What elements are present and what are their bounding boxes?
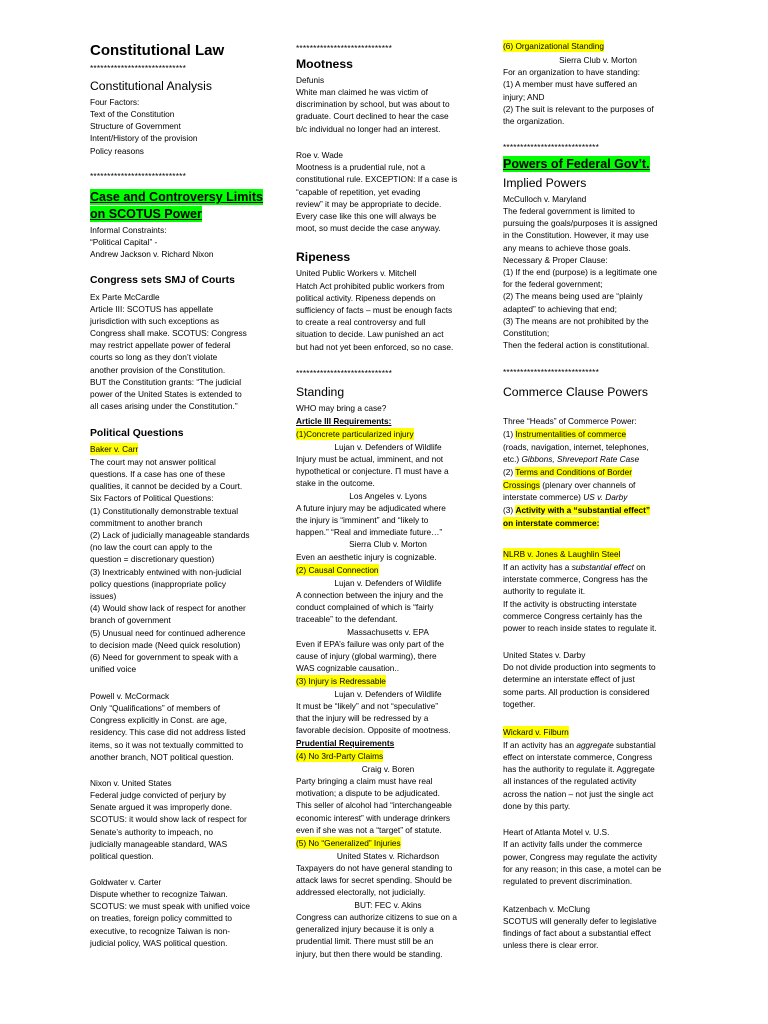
text-span: If an activity has a (503, 562, 572, 572)
text-line: attack laws for secret spending. Should be (296, 875, 452, 885)
text-line: constitutional rule. EXCEPTION: If a case is (296, 174, 458, 184)
text-line: in the Constitution. However, it may use (503, 230, 649, 240)
text-line: has the authority to regulate it. Aggregate (503, 764, 655, 774)
text-line: Constitution; (503, 328, 550, 338)
text-line: any means to achieve those goals. (503, 243, 631, 253)
text-line: Every case like this one will always be (296, 211, 437, 221)
text-line: another provision of the Constitution. (90, 365, 226, 375)
text-line: Katzenbach v. McClung (503, 904, 591, 914)
text-line: (6) Need for government to speak with a (90, 652, 239, 662)
requirement-3: (3) Injury is Redressable (296, 676, 386, 686)
requirement-6: (6) Organizational Standing (503, 41, 605, 51)
text-span: on (633, 562, 646, 572)
text-span: If an activity has an (503, 740, 577, 750)
nlrb-line-1 (503, 561, 646, 573)
emphasis: aggregate (576, 740, 614, 750)
text-line: Injury must be actual, imminent, and not (296, 454, 444, 464)
divider: **************************** (503, 367, 600, 377)
case-name: Massachusetts v. EPA (347, 627, 429, 637)
text-line: issues) (90, 591, 117, 601)
requirement-2: (2) Causal Connection (296, 565, 379, 575)
text-line: Then the federal action is constitutional. (503, 340, 650, 350)
case-name: United States v. Richardson (336, 851, 440, 861)
heading-smj: Congress sets SMJ of Courts (90, 275, 235, 286)
text-line: If the activity is obstructing interstate (503, 599, 637, 609)
text-line: for any reason; in this case, a motel can be (503, 864, 662, 874)
text-line: jurisdiction with such exceptions as (90, 316, 220, 326)
text-line: questions. If a case has one of these (90, 469, 226, 479)
text-line: done by this party. (503, 801, 571, 811)
text-line: SCOTUS: we must speak with unified voice (90, 901, 251, 911)
head-1 (503, 428, 626, 440)
text-line: Roe v. Wade (296, 150, 344, 160)
text-line: Do not divide production into segments to (503, 662, 656, 672)
text-line: Senate argued it was improperly done. (90, 802, 233, 812)
case-nlrb: NLRB v. Jones & Laughlin Steel (503, 549, 621, 559)
analysis-line: Four Factors: (90, 97, 140, 107)
text-span: etc.) (503, 454, 522, 464)
text-line: WHO may bring a case? (296, 403, 387, 413)
divider: **************************** (90, 171, 187, 181)
text-line: (2) Lack of judicially manageable standards (90, 530, 250, 540)
text-line: hypothetical or conjecture. Π must have a (296, 466, 449, 476)
text-line: the organization. (503, 116, 565, 126)
text-line: White man claimed he was victim of (296, 87, 428, 97)
text-line: all instances of the regulated activity (503, 776, 637, 786)
text-line: political question. (90, 851, 154, 861)
text-line: determine an interstate effect of just (503, 674, 635, 684)
text-line: (5) Unusual need for continued adherence (90, 628, 246, 638)
text-line: This seller of alcohol had “interchangeable (296, 800, 452, 810)
text-line: Defunis (296, 75, 325, 85)
text-line: If an activity falls under the commerce (503, 839, 643, 849)
head-1-highlight: Instrumentalities of commerce (515, 429, 627, 439)
text-line: (3) The means are not prohibited by the (503, 316, 649, 326)
head-2 (503, 466, 632, 478)
text-line: situation to decide. Law punished an act (296, 329, 444, 339)
divider: **************************** (296, 43, 393, 53)
text-line: that the injury will be redressed by a (296, 713, 429, 723)
text-span: (plenary over channels of (539, 480, 636, 490)
head-number: (3) (503, 505, 516, 515)
text-line: (no law the court can apply to the (90, 542, 213, 552)
text-line: Ex Parte McCardle (90, 292, 160, 302)
head-3-highlight-2: on interstate commerce: (503, 518, 600, 528)
text-line: judicially manageable standard, WAS (90, 839, 228, 849)
case-name: Sierra Club v. Morton (559, 55, 637, 65)
text-line: addressed electorally, not judicially. (296, 887, 426, 897)
text-line: It must be “likely” and not “speculative” (296, 701, 439, 711)
heading-case-controversy-2: on SCOTUS Power (90, 207, 202, 221)
text-line: the injury is “imminent” and “likely to (296, 515, 429, 525)
text-line: Hatch Act prohibited public workers from (296, 281, 445, 291)
subheading-prudential: Prudential Requirements (296, 738, 395, 748)
case-name: Lujan v. Defenders of Wildlife (334, 578, 442, 588)
text-line: Party bringing a claim must have real (296, 776, 433, 786)
text-line: commerce Congress certainly has the (503, 611, 643, 621)
text-line: effect on interstate commerce, Congress (503, 752, 653, 762)
text-line: “capable of repetition, yet evading (296, 187, 421, 197)
text-line: b/c individual no longer had an interest. (296, 124, 441, 134)
text-line: power of the United States is extended to (90, 389, 242, 399)
requirement-4: (4) No 3rd-Party Claims (296, 751, 384, 761)
text-line: (roads, navigation, internet, telephones, (503, 442, 649, 452)
text-line: (1) Constitutionally demonstrable textual (90, 506, 239, 516)
case-name: Los Angeles v. Lyons (349, 491, 427, 501)
text-line: policy questions (inappropriate policy (90, 579, 227, 589)
heading-powers-federal-govt: Powers of Federal Gov’t. (503, 157, 650, 171)
heading-political-questions: Political Questions (90, 428, 184, 439)
text-line: even if she was not a “target” of statute. (296, 825, 442, 835)
text-line: (2) The suit is relevant to the purposes of (503, 104, 654, 114)
text-line: The federal government is limited to (503, 206, 635, 216)
text-line: conduct complained of which is “fairly (296, 602, 434, 612)
text-line: all cases arising under the Constitution.” (90, 401, 238, 411)
text-line: on treaties, foreign policy committed to (90, 913, 233, 923)
text-line: pursuing the goals/purposes it is assigned (503, 218, 658, 228)
text-line: cause of injury (global warming), there (296, 651, 437, 661)
text-line: SCOTUS: it would show lack of respect for (90, 814, 247, 824)
head-1-examples (503, 453, 639, 465)
text-line: may restrict appellate power of federal (90, 340, 231, 350)
text-line: power, Congress may regulate the activity (503, 852, 658, 862)
text-line: power to reach inside states to regulate it. (503, 623, 657, 633)
text-line: Andrew Jackson v. Richard Nixon (90, 249, 214, 259)
text-line: together. (503, 699, 536, 709)
text-line: WAS cognizable causation.. (296, 663, 399, 673)
text-line: moot, so must decide the case anyway. (296, 223, 441, 233)
text-line: graduate. Court declined to hear the case (296, 111, 449, 121)
analysis-line: Text of the Constitution (90, 109, 175, 119)
text-line: to create a real controversy and full (296, 317, 426, 327)
divider: **************************** (503, 142, 600, 152)
head-2-line-2 (503, 479, 635, 491)
case-baker-v-carr: Baker v. Carr (90, 444, 139, 454)
text-line: Six Factors of Political Questions: (90, 493, 214, 503)
text-line: Only “Qualifications” of members of (90, 703, 221, 713)
text-line: injury, but then there would be standing. (296, 949, 443, 959)
text-line: United Public Workers v. Mitchell (296, 268, 417, 278)
text-line: The court may not answer political (90, 457, 216, 467)
text-line: favorable decision. Opposite of mootness. (296, 725, 451, 735)
case-reference: US v. Darby (583, 492, 628, 502)
text-line: McCulloch v. Maryland (503, 194, 587, 204)
text-line: Goldwater v. Carter (90, 877, 162, 887)
text-line: happen.” “Real and immediate future…” (296, 527, 443, 537)
subheading-article-iii: Article III Requirements: (296, 416, 392, 426)
text-line: traceable” to the defendant. (296, 614, 398, 624)
text-line: question = discretionary question) (90, 554, 215, 564)
text-line: branch of government (90, 615, 171, 625)
case-name: Lujan v. Defenders of Wildlife (334, 442, 442, 452)
requirement-1: (1)Concrete particularized injury (296, 429, 414, 439)
text-line: commitment to another branch (90, 518, 203, 528)
heading-ripeness: Ripeness (296, 250, 351, 264)
text-line: executive, to recognize Taiwan is non- (90, 926, 231, 936)
text-line: Senate’s authority to impeach, no (90, 827, 213, 837)
case-reference: Gibbons, Shreveport Rate Case (521, 454, 640, 464)
text-line: generalized injury because it is only a (296, 924, 434, 934)
head-2-highlight-2: Crossings (503, 480, 540, 490)
text-line: motivation; a dispute to be adjudicated. (296, 788, 440, 798)
text-line: economic interest” with underage drinkers (296, 813, 451, 823)
text-line: Congress can authorize citizens to sue on a (296, 912, 457, 922)
case-name: BUT: FEC v. Akins (354, 900, 422, 910)
analysis-line: Policy reasons (90, 146, 144, 156)
text-line: Even an aesthetic injury is cognizable. (296, 552, 437, 562)
text-line: (4) Would show lack of respect for another (90, 603, 246, 613)
text-line: Even if EPA’s failure was only part of the (296, 639, 445, 649)
case-name: Sierra Club v. Morton (349, 539, 427, 549)
text-line: “Political Capital” - (90, 237, 158, 247)
head-3 (503, 504, 650, 516)
emphasis: substantial effect (571, 562, 634, 572)
text-span: substantial (613, 740, 656, 750)
text-line: (2) The means being used are “plainly (503, 291, 643, 301)
text-line: items, so it was not textually committed to (90, 740, 244, 750)
text-line: residency. This case did not address listed (90, 727, 246, 737)
text-line: (3) Inextricably entwined with non-judicial (90, 567, 242, 577)
text-line: political activity. Ripeness depends on (296, 293, 436, 303)
text-line: discrimination by school, but was about to (296, 99, 450, 109)
text-line: Congress shall make. SCOTUS: Congress (90, 328, 247, 338)
text-line: but had not yet been enforced, so no case. (296, 342, 454, 352)
text-line: qualities, it cannot be decided by a Court. (90, 481, 243, 491)
text-line: Heart of Atlanta Motel v. U.S. (503, 827, 610, 837)
analysis-line: Intent/History of the provision (90, 133, 198, 143)
text-span: interstate commerce) (503, 492, 584, 502)
text-line: review” it may be appropriate to decide. (296, 199, 442, 209)
head-number: (1) (503, 429, 516, 439)
text-line: injury; AND (503, 92, 545, 102)
head-number: (2) (503, 467, 516, 477)
heading-commerce-clause: Commerce Clause Powers (503, 385, 648, 399)
head-3-highlight: Activity with a “substantial effect” (515, 505, 651, 515)
text-line: Federal judge convicted of perjury by (90, 790, 227, 800)
text-line: United States v. Darby (503, 650, 586, 660)
head-2-line-3 (503, 491, 627, 503)
heading-implied-powers: Implied Powers (503, 176, 587, 190)
text-line: unified voice (90, 664, 137, 674)
heading-case-controversy: Case and Controversy Limits (90, 190, 263, 204)
text-line: Necessary & Proper Clause: (503, 255, 608, 265)
text-line: Taxpayers do not have general standing to (296, 863, 453, 873)
heading-standing: Standing (296, 385, 345, 399)
text-line: For an organization to have standing: (503, 67, 640, 77)
divider: **************************** (296, 368, 393, 378)
text-line: prudential limit. There must still be an (296, 936, 434, 946)
heading-constitutional-analysis: Constitutional Analysis (90, 79, 212, 93)
analysis-line: Structure of Government (90, 121, 181, 131)
case-name: Lujan v. Defenders of Wildlife (334, 689, 442, 699)
text-line: BUT the Constitution grants: “The judicial (90, 377, 242, 387)
text-line: Mootness is a prudential rule, not a (296, 162, 426, 172)
heading-mootness: Mootness (296, 57, 353, 71)
text-line: interstate commerce, Congress has the (503, 574, 648, 584)
text-line: some parts. All production is considered (503, 687, 650, 697)
text-line: another branch, NOT political question. (90, 752, 234, 762)
requirement-5: (5) No “Generalized” Injuries (296, 838, 401, 848)
text-line: across the nation – not just the single act (503, 789, 654, 799)
text-line: adapted” to achieving that end; (503, 304, 617, 314)
text-line: unless there is clear error. (503, 940, 599, 950)
text-line: (1) A member must have suffered an (503, 79, 638, 89)
text-line: Three “Heads” of Commerce Power: (503, 416, 637, 426)
text-line: to decision made (Need quick resolution) (90, 640, 241, 650)
text-line: stake in the outcome. (296, 478, 375, 488)
case-wickard: Wickard v. Filburn (503, 727, 569, 737)
text-line: (1) If the end (purpose) is a legitimate one (503, 267, 658, 277)
text-line: A future injury may be adjudicated where (296, 503, 446, 513)
page-title: Constitutional Law (90, 42, 225, 59)
divider: **************************** (90, 63, 187, 73)
text-line: Nixon v. United States (90, 778, 172, 788)
text-line: for the federal government; (503, 279, 603, 289)
text-line: sufficiency of facts – must be enough facts (296, 305, 453, 315)
text-line: judicial policy, WAS political question. (90, 938, 228, 948)
text-line: SCOTUS will generally defer to legislative (503, 916, 657, 926)
text-line: Informal Constraints: (90, 225, 167, 235)
text-line: A connection between the injury and the (296, 590, 444, 600)
text-line: authority to regulate it. (503, 586, 586, 596)
text-line: findings of fact about a substantial effect (503, 928, 651, 938)
text-line: courts so long as they don’t violate (90, 352, 218, 362)
text-line: Powell v. McCormack (90, 691, 170, 701)
text-line: Article III: SCOTUS has appellate (90, 304, 214, 314)
case-name: Craig v. Boren (361, 764, 415, 774)
text-line: Congress explicitly in Const. are age, (90, 715, 227, 725)
head-2-highlight: Terms and Conditions of Border (515, 467, 632, 477)
text-line: regulated to prevent discrimination. (503, 876, 633, 886)
text-line: Dispute whether to recognize Taiwan. (90, 889, 228, 899)
wickard-line-1 (503, 739, 656, 751)
